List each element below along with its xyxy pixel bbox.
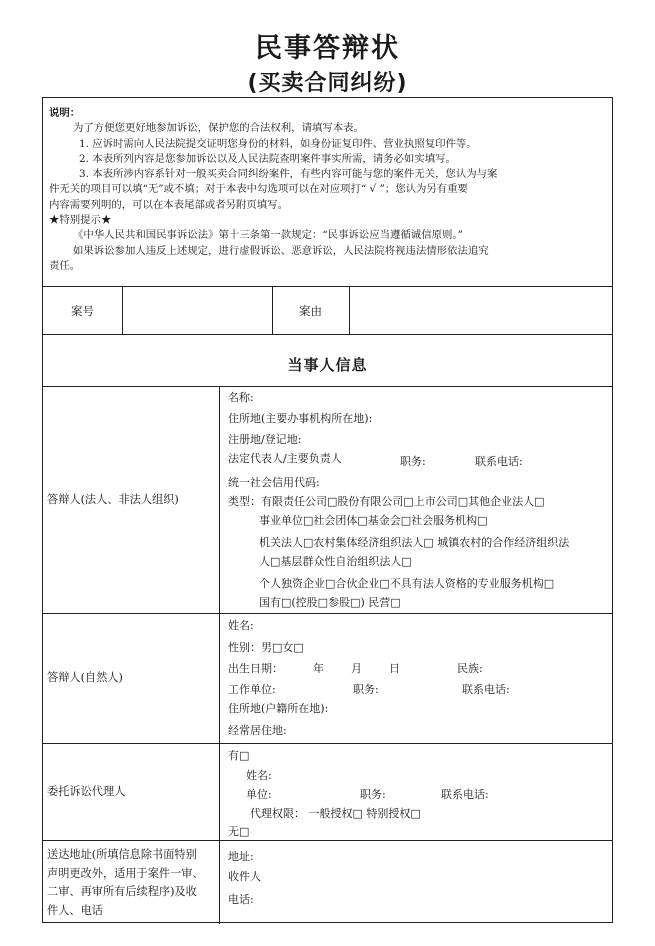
legal-credit-code-field[interactable]: 统一社会信用代码: xyxy=(228,476,320,489)
agent-yes-checkbox[interactable]: 有□ xyxy=(228,749,250,762)
natural-phone-field[interactable]: 联系电话: xyxy=(462,683,510,696)
service-address-field[interactable]: 地址: xyxy=(228,850,254,863)
natural-birth-day: 日 xyxy=(389,662,400,675)
natural-birth-field[interactable]: 出生日期： xyxy=(228,662,283,675)
service-address-label-line: 件人、电话 xyxy=(47,903,103,917)
special-notice-heading: ★特别提示★ xyxy=(49,214,112,227)
form-sheet xyxy=(42,97,613,923)
agent-unit-field[interactable]: 单位: xyxy=(246,788,272,801)
natural-gender-field[interactable]: 性别：男□女□ xyxy=(228,641,304,654)
party-info-heading: 当事人信息 xyxy=(287,355,368,374)
legal-position-field[interactable]: 职务: xyxy=(400,455,426,468)
natural-position-field[interactable]: 职务: xyxy=(353,683,379,696)
instructions-item-1: 1. 应诉时需向人民法院提交证明您身份的材料，如身份证复印件、营业执照复印件等。 xyxy=(79,137,477,150)
service-address-label-line: 声明更改外，适用于案件一审、 xyxy=(47,866,204,880)
instructions-heading: 说明： xyxy=(49,107,81,119)
defendant-legal-label xyxy=(47,386,219,613)
service-address-label-line: 送达地址(所填信息除书面特别 xyxy=(47,848,197,861)
natural-name-field[interactable]: 姓名: xyxy=(228,619,254,632)
agent-label-text: 委托诉讼代理人 xyxy=(47,784,126,798)
document-subtitle: (买卖合同纠纷) xyxy=(247,71,408,96)
divider xyxy=(43,286,612,287)
agent-position-field[interactable]: 职务: xyxy=(360,788,386,801)
legal-type-line[interactable]: 人□基层群众性自治组织法人□ xyxy=(259,555,412,568)
legal-type-line[interactable]: 事业单位□社会团体□基金会□社会服务机构□ xyxy=(259,514,488,527)
special-notice-warning: 如果诉讼参加人违反上述规定，进行虚假诉讼、恶意诉讼，人民法院将视违法情形依法追究 xyxy=(73,244,489,257)
special-notice-warning-end: 责任。 xyxy=(49,259,81,272)
instructions-intro: 为了方便您更好地参加诉讼，保护您的合法权利，请填写本表。 xyxy=(73,122,364,135)
service-address-label-line: 二审、再审所有后续程序)及收 xyxy=(47,885,197,898)
instructions-block xyxy=(49,106,609,274)
legal-type-line[interactable]: 类型：有限责任公司□股份有限公司□上市公司□其他企业法人□ xyxy=(228,495,545,508)
legal-name-field[interactable]: 名称: xyxy=(228,391,254,404)
natural-residence-field[interactable]: 住所地(户籍所在地): xyxy=(228,702,329,715)
natural-habitual-field[interactable]: 经常居住地: xyxy=(228,724,287,737)
divider xyxy=(43,840,612,841)
instructions-item-2: 2. 本表所列内容是您参加诉讼以及人民法院查明案件事实所需，请务必如实填写。 xyxy=(79,152,456,165)
agent-no-checkbox[interactable]: 无□ xyxy=(228,825,250,838)
agent-authority-field[interactable]: 代理权限： 一般授权□ 特别授权□ xyxy=(250,807,421,820)
agent-name-field[interactable]: 姓名: xyxy=(246,769,272,782)
natural-ethnicity-field[interactable]: 民族: xyxy=(457,662,483,675)
legal-address-field[interactable]: 住所地(主要办事机构所在地): xyxy=(228,412,373,425)
legal-rep-field[interactable]: 法定代表人/主要负责人 xyxy=(228,452,342,465)
legal-phone-field[interactable]: 联系电话: xyxy=(475,455,523,468)
special-notice-law: 《中华人民共和国民事诉讼法》第十三条第一款规定：“民事诉讼应当遵循诚信原则。” xyxy=(73,229,463,242)
service-address-label xyxy=(47,846,219,920)
legal-type-line[interactable]: 个人独资企业□合伙企业□不具有法人资格的专业服务机构□ xyxy=(259,577,555,590)
legal-type-line[interactable]: 机关法人□农村集体经济组织法人□ 城镇农村的合作经济组织法 xyxy=(259,536,570,549)
natural-employer-field[interactable]: 工作单位: xyxy=(228,683,276,696)
document-title: 民事答辩状 xyxy=(255,33,400,64)
legal-registration-field[interactable]: 注册地/登记地: xyxy=(228,433,302,446)
defendant-natural-label-text: 答辩人(自然人) xyxy=(47,671,123,684)
natural-birth-year: 年 xyxy=(313,662,324,675)
divider xyxy=(43,334,612,335)
case-cause-label: 案由 xyxy=(299,304,322,318)
agent-label xyxy=(47,743,219,840)
legal-type-line[interactable]: 国有□(控股□参股□) 民营□ xyxy=(259,596,401,609)
instructions-item-3-cont: 件无关的项目可以填“无”或不填；对于本表中勾选项可以在对应项打“ √ ”；您认为另有重要 xyxy=(49,183,468,196)
agent-phone-field[interactable]: 联系电话: xyxy=(441,788,489,801)
defendant-natural-label xyxy=(47,613,219,743)
natural-birth-month: 月 xyxy=(351,662,362,675)
divider xyxy=(122,286,123,334)
service-phone-field[interactable]: 电话: xyxy=(228,893,254,906)
instructions-item-3-end: 内容需要列明的，可以在本表尾部或者另附页填写。 xyxy=(49,198,288,211)
divider xyxy=(219,386,220,924)
instructions-item-3: 3. 本表所涉内容系针对一般买卖合同纠纷案件，有些内容可能与您的案件无关，您认为与案 xyxy=(79,168,498,181)
service-recipient-field[interactable]: 收件人 xyxy=(228,870,261,883)
defendant-legal-label-text: 答辩人(法人、非法人组织) xyxy=(47,492,179,506)
divider xyxy=(349,286,350,334)
case-number-label: 案号 xyxy=(71,304,94,318)
